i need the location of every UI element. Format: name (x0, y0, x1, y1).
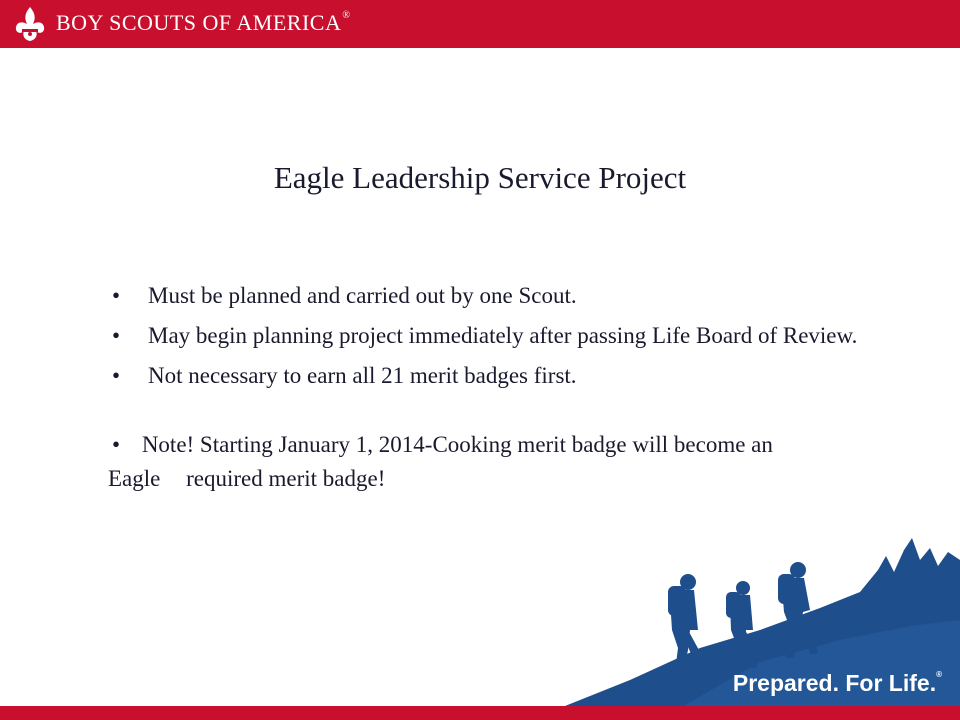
note-text-eagle: Eagle (108, 466, 161, 491)
brand-name: BOY SCOUTS OF AMERICA® (56, 10, 351, 35)
bullet-glyph: • (112, 323, 121, 348)
bullet-item (112, 360, 912, 392)
bullet-text: Must be planned and carried out by one Scout. (148, 283, 577, 308)
bullet-glyph: • (112, 432, 121, 457)
bullet-list (112, 280, 912, 400)
note-text-line2: required merit badge! (186, 466, 386, 491)
slide-title: Eagle Leadership Service Project (273, 160, 687, 195)
header-bar (0, 0, 960, 48)
footer-bar (0, 706, 960, 720)
bullet-glyph: • (112, 363, 121, 388)
bullet-text: May begin planning project immediately after passing Life Board of Review. (148, 323, 858, 348)
note-bullet (108, 428, 912, 496)
bullet-item (112, 280, 912, 312)
fleur-de-lis-icon (10, 4, 50, 44)
bullet-item (112, 320, 912, 352)
tagline: Prepared. For Life.® (732, 670, 942, 696)
note-text-line1: Note! Starting January 1, 2014-Cooking merit badge will become an (141, 432, 773, 457)
bullet-text: Not necessary to earn all 21 merit badges first. (148, 363, 577, 388)
bullet-glyph: • (112, 283, 121, 308)
